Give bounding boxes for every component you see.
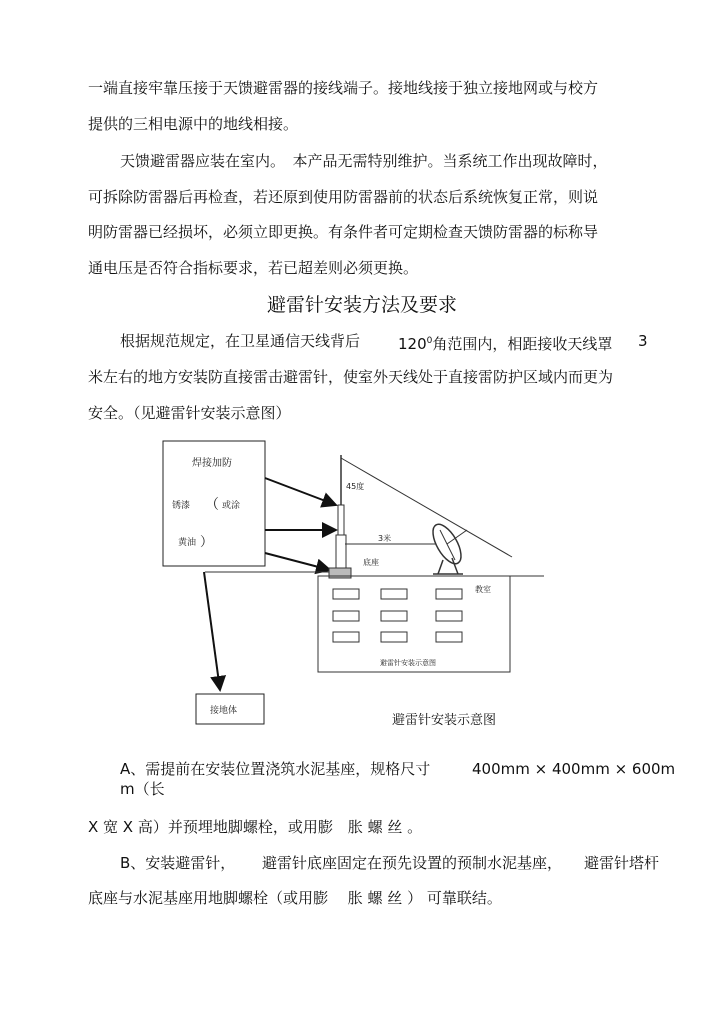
building-inner-caption: 避雷针安装示意图 bbox=[380, 659, 436, 667]
protection-angle-line bbox=[341, 458, 512, 557]
para3-line1-c: 角范围内，相距接收天线罩 bbox=[432, 335, 613, 353]
para3-angle-value: 120 bbox=[398, 335, 427, 353]
building-windows bbox=[333, 589, 462, 642]
para3-line1-d: 3 bbox=[638, 332, 648, 350]
ground-body-label: 接地体 bbox=[210, 706, 238, 716]
para2-line2: 可拆除防雷器后再检查，若还原到使用防雷器前的状态后系统恢复正常，则说 bbox=[88, 188, 599, 206]
item-b-line1-a: B、安装避雷针， bbox=[120, 854, 236, 872]
item-b-line2: 底座与水泥基座用地脚螺栓（或用膨 胀 螺 丝 ） 可靠联结。 bbox=[88, 889, 502, 907]
item-b-line1-c: 避雷针塔杆 bbox=[584, 854, 660, 872]
item-a-line1-b: 400mm × 400mm × 600m bbox=[472, 760, 676, 778]
arrow-to-base bbox=[265, 553, 330, 570]
instruction-box-line2c: 或涂 bbox=[222, 501, 241, 511]
para2-line3: 明防雷器已经损坏，必须立即更换。有条件者可定期检查天馈防雷器的标称导 bbox=[88, 223, 599, 241]
section-title: 避雷针安装方法及要求 bbox=[266, 294, 457, 316]
rod-lower bbox=[336, 535, 346, 570]
instruction-box-line1: 焊接加防 bbox=[192, 458, 232, 469]
rod-upper bbox=[338, 505, 344, 535]
instruction-box-line2a: 锈漆 bbox=[172, 501, 191, 511]
para3-line1-a: 根据规范规定，在卫星通信天线背后 bbox=[120, 332, 361, 350]
item-a-line1-a: A、需提前在安装位置浇筑水泥基座，规格尺寸 bbox=[120, 760, 431, 778]
para1-line2: 提供的三相电源中的地线相接。 bbox=[88, 115, 299, 133]
base-label: 底座 bbox=[363, 558, 379, 567]
para3-angle-sup: 0 bbox=[426, 336, 433, 346]
instruction-box-line2b: （ bbox=[205, 497, 219, 513]
instruction-box-line3a: 黄油 bbox=[178, 538, 197, 548]
angle-label: 45度 bbox=[346, 482, 365, 491]
classroom-label: 教室 bbox=[475, 585, 491, 594]
para3-line2: 米左右的地方安装防直接雷击避雷针，使室外天线处于直接雷防护区域内而更为 bbox=[88, 368, 614, 386]
item-b-line1-b: 避雷针底座固定在预先设置的预制水泥基座， bbox=[262, 854, 563, 872]
para3-line3: 安全。（见避雷针安装示意图） bbox=[88, 404, 291, 422]
distance-label: 3米 bbox=[378, 534, 392, 543]
para2-line4: 通电压是否符合指标要求，若已超差则必须更换。 bbox=[88, 259, 419, 277]
para2-line1: 天馈避雷器应装在室内。 本产品无需特别维护。当系统工作出现故障时， bbox=[120, 152, 608, 170]
diagram-caption: 避雷针安装示意图 bbox=[392, 713, 497, 728]
instruction-box-line3b: ） bbox=[200, 535, 214, 550]
para1-line1: 一端直接牢靠压接于天馈避雷器的接线端子。接地线接于独立接地网或与校方 bbox=[88, 79, 599, 97]
arrow-to-rod-tip bbox=[265, 478, 336, 505]
item-a-line2: m（长 bbox=[120, 780, 165, 798]
ground-arrow bbox=[204, 572, 220, 690]
item-a-line3: X 宽 X 高）并预埋地脚螺栓，或用膨 胀 螺 丝 。 bbox=[88, 818, 423, 836]
